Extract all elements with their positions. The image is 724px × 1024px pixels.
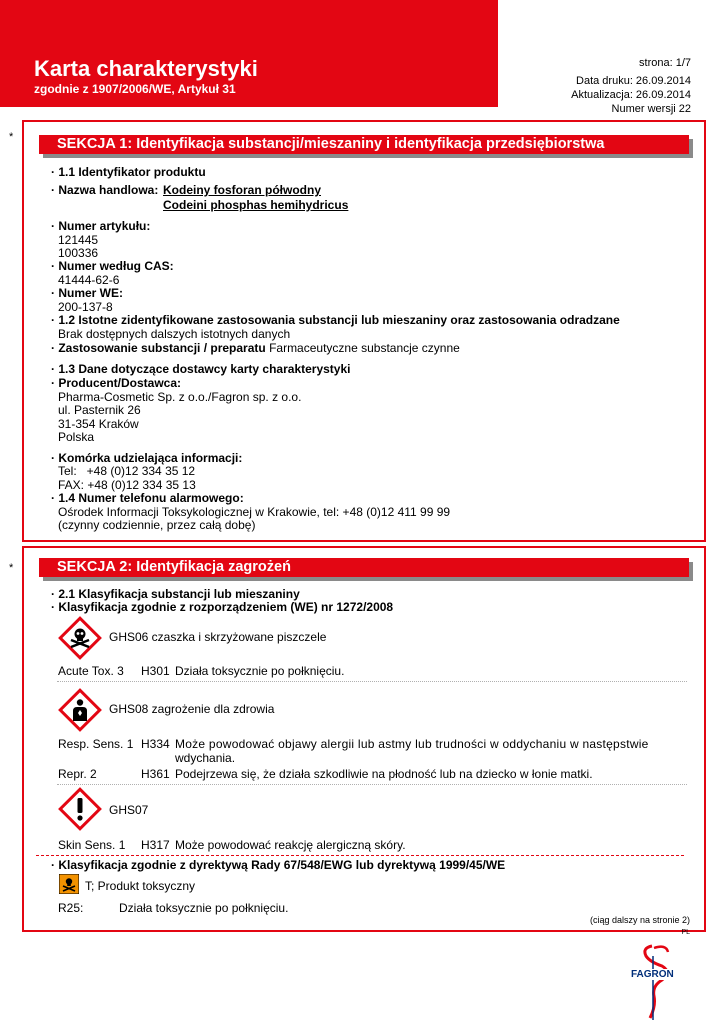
skin-sens-class: Skin Sens. 1 xyxy=(58,838,126,852)
revision-marker: * xyxy=(9,131,14,143)
product-identifier-heading: · 1.1 Identyfikator produktu xyxy=(51,165,206,179)
substance-use-value: Farmaceutyczne substancje czynne xyxy=(269,341,460,355)
revision-marker: * xyxy=(9,562,14,574)
toxic-orange-icon xyxy=(59,874,79,894)
language-code: PL xyxy=(681,929,690,936)
directive-heading: · Klasyfikacja zgodnie z dyrektywą Rady 67/548/EWG lub dyrektywą 1999/45/WE xyxy=(51,858,506,872)
producer-country: Polska xyxy=(58,430,95,444)
producer-label: · Producent/Dostawca: xyxy=(51,376,182,390)
info-phone: Tel: +48 (0)12 334 35 12 xyxy=(58,464,196,478)
exclamation-mark-icon xyxy=(57,786,103,832)
repr-code: H361 xyxy=(141,767,170,781)
emergency-phone-heading: · 1.4 Numer telefonu alarmowego: xyxy=(51,491,244,505)
resp-sens-code: H334 xyxy=(141,737,170,751)
acute-tox-code: H301 xyxy=(141,664,170,678)
info-department-label: · Komórka udzielająca informacji: xyxy=(51,451,243,465)
continued-note: (ciąg dalszy na stronie 2) xyxy=(589,915,690,925)
classification-heading: · 2.1 Klasyfikacja substancji lub mieszaniny xyxy=(51,587,300,601)
producer-street: ul. Pasternik 26 xyxy=(58,403,141,417)
dotted-separator xyxy=(57,681,687,682)
cas-number-label: · Numer według CAS: xyxy=(51,259,174,273)
article-number-label: · Numer artykułu: xyxy=(51,219,151,233)
trade-name-1: Kodeiny fosforan półwodny xyxy=(163,183,321,197)
section-2-header: SEKCJA 2: Identyfikacja zagrożeń xyxy=(39,558,689,577)
producer-city: 31-354 Kraków xyxy=(58,417,139,431)
emergency-phone-value: Ośrodek Informacji Toksykologicznej w Krakowie, tel: +48 (0)12 411 99 99 xyxy=(58,505,451,519)
acute-tox-class: Acute Tox. 3 xyxy=(58,664,124,678)
skull-crossbones-icon xyxy=(57,615,103,661)
article-number-1: 121445 xyxy=(58,233,99,247)
substance-use-label: · Zastosowanie substancji / preparatu xyxy=(51,341,266,355)
resp-sens-text-cont: wdychania. xyxy=(175,751,236,765)
we-number: 200-137-8 xyxy=(58,300,113,314)
r25-code: R25: xyxy=(58,901,84,915)
toxic-label: T; Produkt toksyczny xyxy=(85,879,196,893)
document-title: Karta charakterystyki xyxy=(34,56,258,81)
supplier-heading: · 1.3 Dane dotyczące dostawcy karty charakterystyki xyxy=(51,362,351,376)
update-date: Aktualizacja: 26.09.2014 xyxy=(571,89,691,101)
skin-sens-text: Może powodować reakcję alergiczną skóry. xyxy=(175,838,406,852)
fagron-logo-text: FAGRON xyxy=(631,969,674,980)
cas-number: 41444-62-6 xyxy=(58,273,120,287)
ghs06-label: GHS06 czaszka i skrzyżowane piszczele xyxy=(109,630,327,644)
dotted-separator xyxy=(57,784,687,785)
ghs07-label: GHS07 xyxy=(109,803,149,817)
section-1-header: SEKCJA 1: Identyfikacja substancji/mieszaniny i identyfikacja przedsiębiorstwa xyxy=(39,135,689,154)
skin-sens-code: H317 xyxy=(141,838,170,852)
clp-regulation-heading: · Klasyfikacja zgodnie z rozporządzeniem (WE) nr 1272/2008 xyxy=(51,600,394,614)
acute-tox-text: Działa toksycznie po połknięciu. xyxy=(175,664,345,678)
uses-value: Brak dostępnych dalszych istotnych danych xyxy=(58,327,291,341)
substance-use xyxy=(51,341,460,355)
health-hazard-icon xyxy=(57,687,103,733)
page-number: strona: 1/7 xyxy=(639,57,691,69)
uses-heading: · 1.2 Istotne zidentyfikowane zastosowania substancji lub mieszaniny oraz zastosowania odradzane xyxy=(51,313,620,327)
dashed-separator xyxy=(36,855,684,856)
print-date: Data druku: 26.09.2014 xyxy=(576,75,691,87)
repr-text: Podejrzewa się, że działa szkodliwie na płodność lub na dziecko w łonie matki. xyxy=(175,767,593,781)
repr-class: Repr. 2 xyxy=(58,767,97,781)
article-number-2: 100336 xyxy=(58,246,99,260)
trade-name-label: · Nazwa handlowa: xyxy=(51,183,159,197)
ghs08-label: GHS08 zagrożenie dla zdrowia xyxy=(109,702,275,716)
version-number: Numer wersji 22 xyxy=(611,103,691,115)
document-subtitle: zgodnie z 1907/2006/WE, Artykuł 31 xyxy=(34,82,236,96)
emergency-phone-hours: (czynny codziennie, przez całą dobę) xyxy=(58,518,256,532)
resp-sens-class: Resp. Sens. 1 xyxy=(58,737,134,751)
we-number-label: · Numer WE: xyxy=(51,286,123,300)
trade-name-2: Codeini phosphas hemihydricus xyxy=(163,198,349,212)
resp-sens-text: Może powodować objawy alergii lub astmy lub trudności w oddychaniu w następstwie xyxy=(175,737,649,751)
r25-text: Działa toksycznie po połknięciu. xyxy=(119,901,289,915)
fagron-logo xyxy=(622,944,688,1022)
producer-name: Pharma-Cosmetic Sp. z o.o./Fagron sp. z o.o. xyxy=(58,390,302,404)
info-fax: FAX: +48 (0)12 334 35 13 xyxy=(58,478,196,492)
